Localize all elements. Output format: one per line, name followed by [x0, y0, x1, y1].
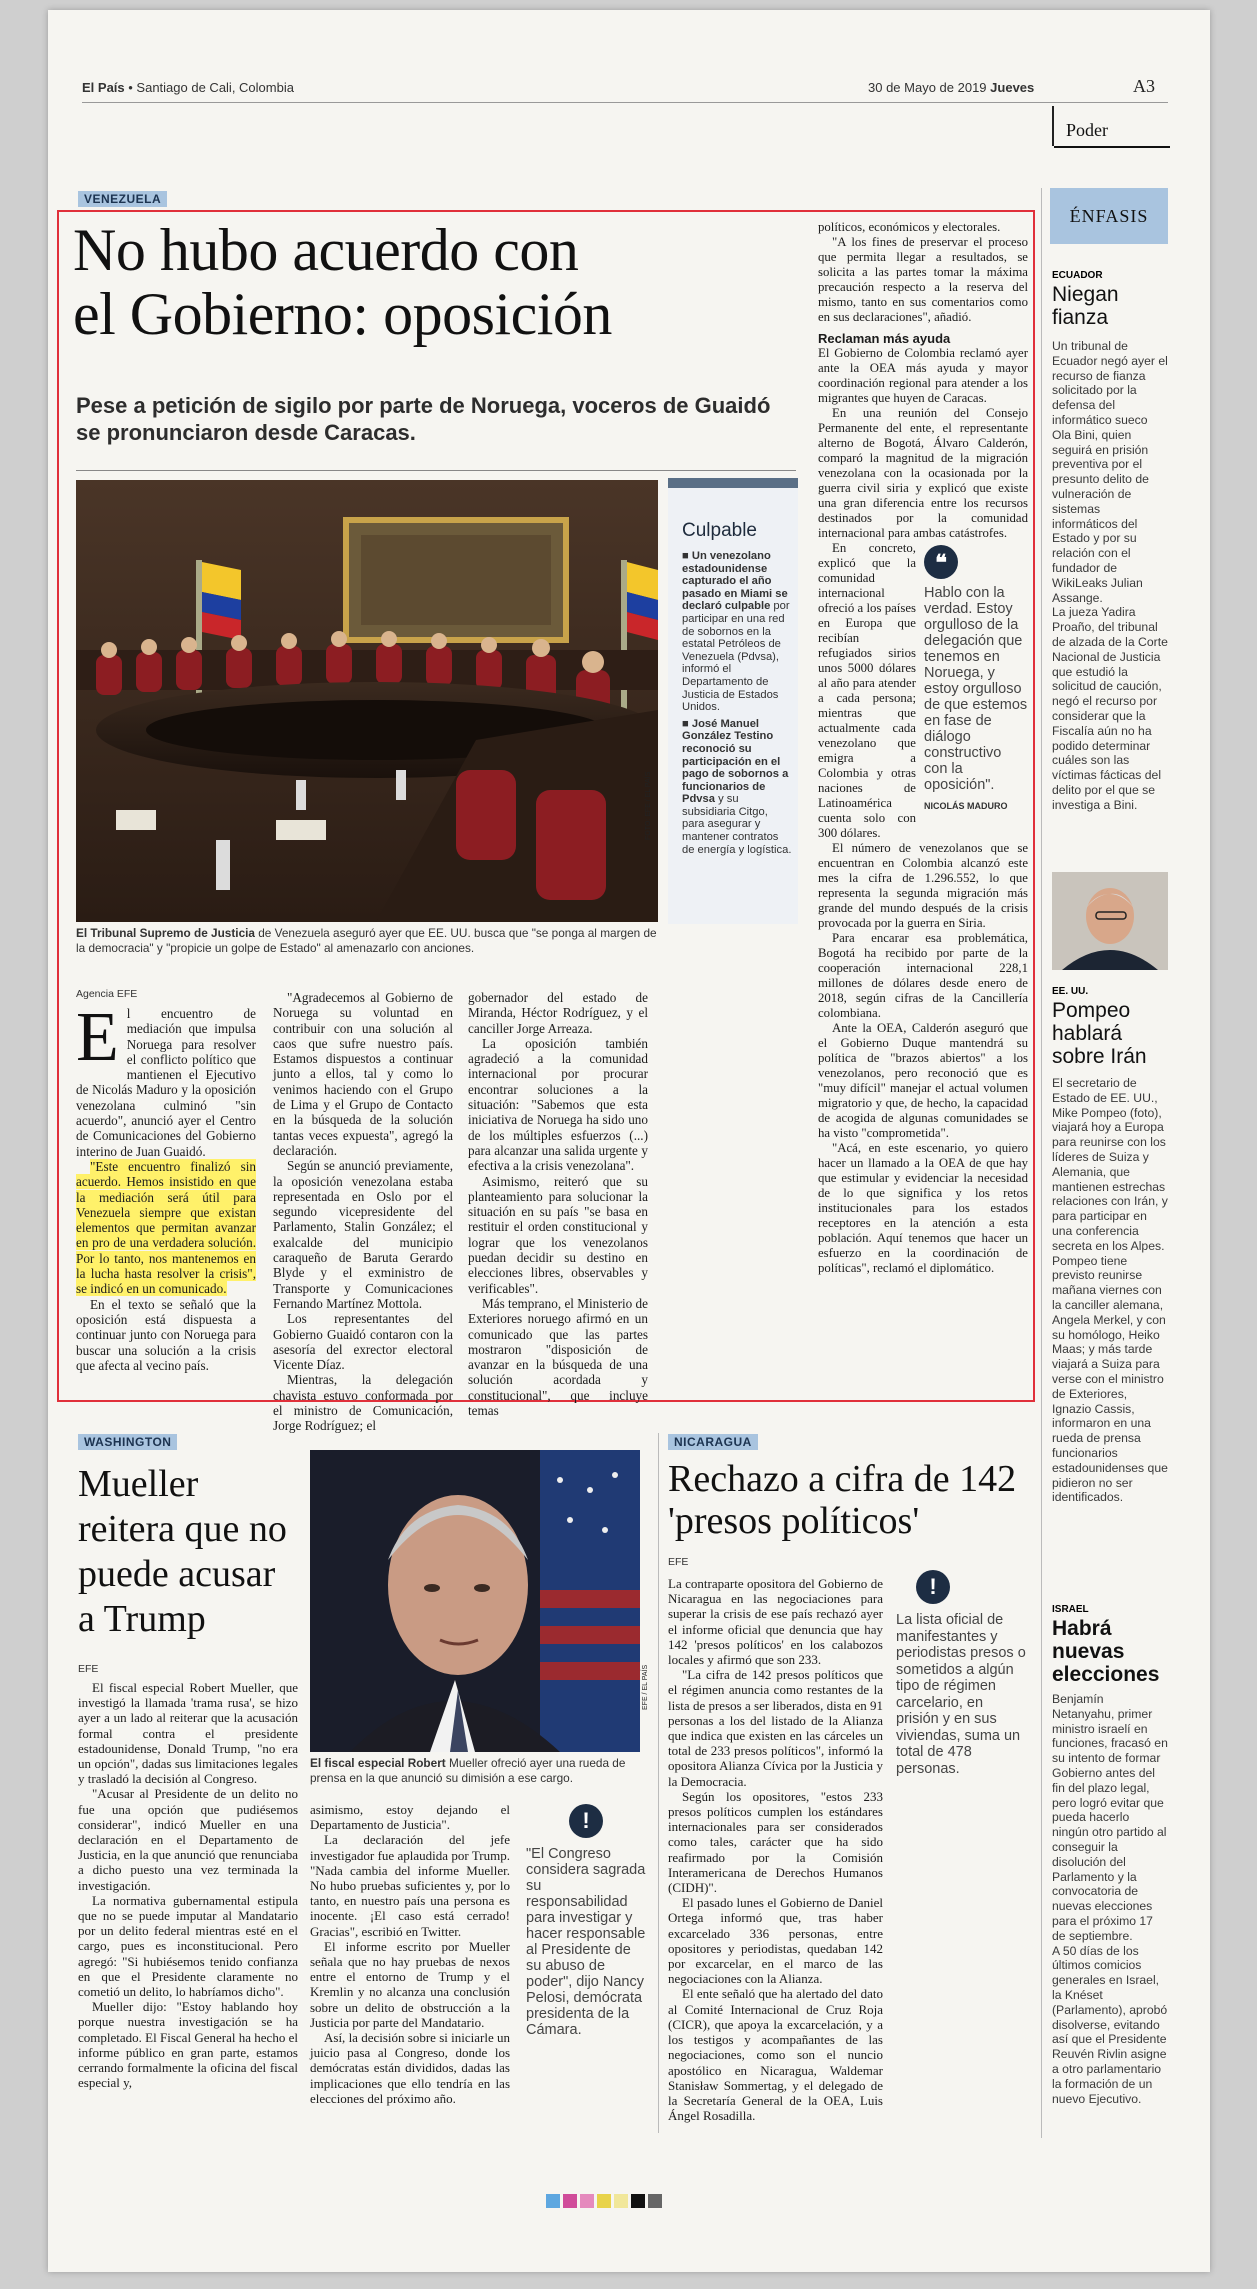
nicaragua-note: ! La lista oficial de manifestantes y periodistas presos o sometidos a algún tipo de régimen carcelario, en prisión y en sus viviendas, suma un total de 478 personas.: [896, 1570, 1026, 1777]
highlighted-quote: "Este encuentro finalizó sin acuerdo. Hemos insistido en que la mediación será útil para Venezuela siempre que existan elementos que permitan avanzar en pro de una verdadera solución. Por lo tanto, nos mantenemos en la lucha hasta resolver la crisis", se indicó en un comunicado.: [76, 1158, 256, 1297]
color-calibration-strip: [546, 2194, 662, 2208]
mueller-column-1: El fiscal especial Robert Mueller, que investigó la llamada 'trama rusa', se hizo ayer a un lado al reiterar que la acusación formal contra el presidente estadounidense, Donald Trump, "no era un opción", dadas sus limitaciones legales y trasladó la decisión al Congreso. "Acusar al Presidente de un delito no fue una opción que pudiésemos considerar", indicó Mueller en una declaración en el Departamento de Justicia, en la que anunció que renunciaba a dicho puesto una vez terminada la investigación. La normativa gubernamental estipula que no se puede imputar al Mandatario por un delito federal mientras esté en el cargo, pues es inconstitucional. Pero agregó: "Si hubiésemos tenido confianza en que el Presidente claramente no cometió un delito, lo habríamos dicho". Mueller dijo: "Estoy hablando hoy porque nuestra investigación se ha completado. El Fiscal General ha hecho el informe público en gran parte, estamos cerrando formalmente la oficina del fiscal especial y,: [78, 1680, 298, 2091]
section-name: Poder: [1066, 120, 1108, 140]
culpable-box: [668, 478, 798, 924]
header-rule: [82, 102, 1168, 103]
paper-name: El País: [82, 80, 125, 95]
pelosi-quote: ! "El Congreso considera sagrada su responsabilidad para investigar y hacer responsable al Presidente de su abuso de poder", dijo Nancy Pelosi, demócrata presidenta de la Cámara.: [526, 1804, 646, 2038]
exclamation-icon: !: [916, 1570, 950, 1604]
maduro-quote: [924, 545, 1028, 814]
culpable-text: [682, 550, 792, 856]
photo-credit: FOTO: EFE / EL PAÍS: [645, 771, 652, 840]
culpable-item-1: ■ Un venezolano estadounidense capturado el año pasado en Miami se declaró culpable por participar en una red de sobornos en la estatal Petróleos de Venezuela (Pdvsa), informó el Departamento de Justicia de Estados Unidos.: [682, 550, 790, 714]
tribunal-photo: [76, 480, 658, 922]
nicaragua-kicker: NICARAGUA: [668, 1433, 758, 1451]
quote-text: Hablo con la verdad. Estoy orgulloso de la delegación que tenemos en Noruega, y estoy orgulloso de que estemos en fase de diálogo constructivo con la oposición".: [924, 585, 1028, 793]
drop-cap: E: [76, 999, 119, 1076]
tribunal-caption: El Tribunal Supremo de Justicia de Venezuela aseguró ayer que EE. UU. busca que "se ponga al margen de la democracia" y "propicie un golpe de Estado" al amenazarlo con anciones.: [76, 926, 657, 955]
mueller-photo-credit: EFE / EL PAÍS: [642, 1664, 649, 1710]
tribunal-photo-illustration: [76, 480, 658, 922]
nicaragua-byline: EFE: [668, 1556, 689, 1568]
date: 30 de Mayo de 2019: [868, 80, 987, 95]
date-line: [868, 80, 1034, 95]
main-column-3: gobernador del estado de Miranda, Héctor Rodríguez, y el canciller Jorge Arreaza. La oposición también agradeció a la comunidad internacional por procurar encontrar soluciones a la situación: "Sabemos que esta iniciativa de Noruega ha sido uno de los múltiples esfuerzos (...) para alcanzar una salida urgente y efectiva a la crisis venezolana". Asimismo, reiteró que su planteamiento para solucionar la situación en su país "se basa en restituir el orden constitucional y lograr que los venezolanos puedan decidir su destino en elecciones libres, observables y verificables". Más temprano, el Ministerio de Exteriores noruego afirmó en un comunicado que las partes mostraron "disposición de avanzar en la búsqueda de una solución acordada y constitucional", que incluye temas: [468, 990, 648, 1419]
exclamation-icon: !: [569, 1804, 603, 1838]
subhead-reclaman: Reclaman más ayuda: [818, 331, 951, 346]
culpable-item-2: ■ José Manuel González Testino reconoció su participación en el pago de sobornos a funcionarios de Pdvsa y su subsidiaria Citgo, para asegurar y mantener contratos de energía y logística.: [682, 717, 792, 856]
sidebar-eeuu: EE. UU. Pompeo hablará sobre Irán El secretario de Estado de EE. UU., Mike Pompeo (foto), viajará hoy a Europa para reunirse con los líderes de Suiza y Alemania, que mantienen estrechas relaciones con Irán, y para participar en una conferencia secreta en los Alpes. Pompeo tiene previsto reunirse mañana viernes con la canciller alemana, Angela Merkel, y con su homólogo, Heiko Maas; y más tarde viajará a Suiza para verse con el ministro de Exteriores, Ignazio Cassis, informaron en una rueda de prensa funcionarios estadounidenses que pidieron no ser identificados.: [1052, 986, 1168, 1505]
culpable-title: Culpable: [682, 520, 757, 541]
mueller-headline: Mueller reitera que no puede acusar a Trump: [78, 1463, 287, 1640]
location: Santiago de Cali, Colombia: [136, 80, 294, 95]
main-column-right: políticos, económicos y electorales. "A los fines de preservar el proceso que permita llegar a resultados, se solicita a las partes tomar la máxima precaución respecto a la reserva del mismo, tanto en sus comentarios como en sus declaraciones", añadió. Reclaman más ayuda El Gobierno de Colombia reclamó ayer ante la OEA más ayuda y mayor coordinación regional para atender a los migrantes que huyen de Caracas. En una reunión del Consejo Permanente del ente, el representante alterno de Bogotá, Álvaro Calderón, comparó la magnitud de la migración venezolana con la ocasionada por la guerra civil siria y explicó que existe una gran diferencia entre los recursos destinados por la comunidad internacional para ambas catástrofes. ❝ Hablo con la verdad. Estoy orgulloso de la delegación que tenemos en Noruega, y estoy orgulloso de que estemos en fase de diálogo constructivo con la oposición". NICOLÁS MADURO En concreto, explicó que la comunidad internacional ofreció a los países en Europa que recibían refugiados sirios unos 5000 dólares al año para atender a cada persona; mientras que actualmente cada venezolano que emigra a Colombia y otras naciones de Latinoamérica cuenta solo con 300 dólares. El número de venezolanos que se encuentran en Colombia alcanzó este mes la cifra de 1.296.552, lo que representa la segunda migración más grande del mundo después de la crisis provocada por la guerra en Siria. Para encarar esa problemática, Bogotá ha recibido por parte de la cooperación internacional 228,1 millones de dólares desde enero de 2018, según cifras de la Cancillería colombiana. Ante la OEA, Calderón aseguró que el Gobierno Duque mantendrá su política de "brazos abiertos" a los venezolanos, pero reconoció que es "muy difícil" manejar el actual volumen migratorio y que, de hecho, la capacidad de acogida de algunas comunidades se ha visto "comprometida". "Acá, en este escenario, yo quiero hacer un llamado a la OEA de que hay que estimular y evidenciar la necesidad de lo que significa y los retos institucionales para los estados receptores en la atención a esta población. Aquí tenemos que hacer un esfuerzo en la coordinación de políticas", reclamó el diplomático.: [818, 220, 1028, 1275]
masthead: El País • Santiago de Cali, Colombia: [82, 80, 294, 95]
main-kicker: VENEZUELA: [78, 190, 167, 208]
page-number: A3: [1133, 76, 1155, 96]
main-deck: Pese a petición de sigilo por parte de Noruega, voceros de Guaidó se pronunciaron desde Caracas.: [76, 393, 771, 445]
nicaragua-headline: Rechazo a cifra de 142 'presos políticos': [668, 1458, 1017, 1542]
weekday: Jueves: [990, 80, 1035, 95]
section-tab: [1052, 106, 1170, 146]
sidebar-israel: ISRAEL Habrá nuevas elecciones Benjamín Netanyahu, primer ministro israelí en funciones, fracasó en su intento de formar Gobierno antes del fin del plazo legal, pero logró evitar que pueda hacerlo ningún otro partido al conseguir la disolución del Parlamento y la convocatoria de nuevas elecciones para el próximo 17 de septiembre. A 50 días de los últimos comicios generales en Israel, la Knéset (Parlamento), aprobó disolverse, evitando así que el Presidente Reuvén Rivlin asigne a otro parlamentario la formación de un nuevo Ejecutivo.: [1052, 1604, 1168, 2106]
main-headline: No hubo acuerdo con el Gobierno: oposición: [73, 217, 612, 347]
main-byline: Agencia EFE: [76, 988, 138, 1000]
nicaragua-column: La contraparte opositora del Gobierno de Nicaragua en las negociaciones para superar la crisis de ese país rechazó ayer el informe oficial que denuncia que hay 142 'presos políticos' en los calabozos locales y afirmó que son 233. "La cifra de 142 presos políticos que el régimen anuncia como restantes de la lista de presos a ser liberados, dista en 91 personas a los del listado de la Alianza que indica que existen en las cárceles un total de 233 presos políticos", informó la opositora Alianza Cívica por la Justicia y la Democracia. Según los opositores, "estos 233 presos políticos cumplen los estándares internacionales para ser considerados como tales, carácter que ha sido reafirmado por la Comisión Interamericana de Derechos Humanos (CIDH)". El pasado lunes el Gobierno de Daniel Ortega informó que, tras haber excarcelado 336 personas, entre opositores y periodistas, quedaban 142 por excarcelar, en el marco de las negociaciones con la Alianza. El ente señaló que ha alertado del dato al Comité Internacional de Cruz Roja (CICR), que apoya la excarcelación, y a los testigos y acompañantes de las negociaciones, como son el nuncio apostólico en Nicaragua, Waldemar Stanisław Sommertag, y el delegado de la Secretaría General de la OEA, Luis Ángel Rosadilla.: [668, 1576, 883, 2124]
main-column-2: "Agradecemos al Gobierno de Noruega su voluntad en contribuir con una solución al caos que sufre nuestro país. Estamos dispuestos a continuar junto a ellos, tal y como lo venimos haciendo con el Grupo de Lima y el Grupo de Contacto en la búsqueda de la solución tantas veces expuesta", agregó la declaración. Según se anunció previamente, la oposición venezolana estaba representada en Oslo por el segundo vicepresidente del Parlamento, Stalin González; el exalcalde del municipio caraqueño de Baruta Gerardo Blyde y el exministro de Transporte y Comunicaciones Fernando Martínez Mottola. Los representantes del Gobierno Guaidó contaron con la asesoría del exrector electoral Vicente Díaz. Mientras, la delegación chavista estuvo conformada por el ministro de Comunicación, Jorge Rodríguez; el: [273, 990, 453, 1434]
main-column-1: E l encuentro de mediación que impulsa Noruega para resolver el conflicto político que mantienen el Ejecutivo de Nicolás Maduro y la oposición venezolana culminó "sin acuerdo", anunció ayer el Centro de Comunicaciones del Gobierno interino de Juan Guaidó. "Este encuentro finalizó sin acuerdo. Hemos insistido en que la mediación será útil para Venezuela siempre que existan elementos que permitan avanzar en pro de una verdadera solución. Por lo tanto, nos mantenemos en la lucha hasta resolver la crisis", se indicó en un comunicado. En el texto se señaló que la oposición está dispuesta a continuar junto con Noruega para buscar una solución a la crisis que afecta al vecino país.: [76, 999, 256, 1373]
mueller-column-2: asimismo, estoy dejando el Departamento de Justicia". La declaración del jefe investigador fue aplaudida por Trump. "Nada cambia del informe Mueller. No hubo pruebas suficientes y, por lo tanto, en nuestro país una persona es inocente. ¡El caso está cerrado! Gracias", escribió en Twitter. El informe escrito por Mueller señala que no hay pruebas de nexos entre el entorno de Trump y el Kremlin y no alcanza una conclusión sobre un delito de obstrucción a la Justicia por parte del Mandatario. Así, la decisión sobre si iniciarle un juicio pasa al Congreso, donde los demócratas están divididos, dadas las implicaciones que ello tendría en las elecciones del próximo año.: [310, 1802, 510, 2106]
mueller-photo: [310, 1450, 640, 1752]
pompeo-photo: [1052, 872, 1168, 970]
newspaper-page: [48, 10, 1210, 2272]
mueller-kicker: WASHINGTON: [78, 1433, 177, 1451]
enfasis-header: ÉNFASIS: [1050, 188, 1168, 244]
quote-mark-icon: ❝: [924, 545, 958, 579]
mueller-caption: El fiscal especial Robert Mueller ofreció ayer una rueda de prensa en la que anunció su dimisión a ese cargo.: [310, 1756, 626, 1785]
quote-author: NICOLÁS MADURO: [924, 801, 1008, 811]
mueller-byline: EFE: [78, 1663, 99, 1675]
sidebar-ecuador: ECUADOR Niegan fianza Un tribunal de Ecuador negó ayer el recurso de fianza solicitado por la defensa del informático sueco Ola Bini, quien seguirá en prisión preventiva por el presunto delito de vulneración de sistemas informáticos del Estado y por su relación con el fundador de WikiLeaks Julian Assange. La jueza Yadira Proaño, del tribunal de alzada de la Corte Nacional de Justicia que estudió la solicitud de caución, negó el recurso por considerar que la Fiscalía aún no ha podido determinar cuáles son las víctimas fácticas del delito por el que se investiga a Bini.: [1052, 270, 1168, 812]
